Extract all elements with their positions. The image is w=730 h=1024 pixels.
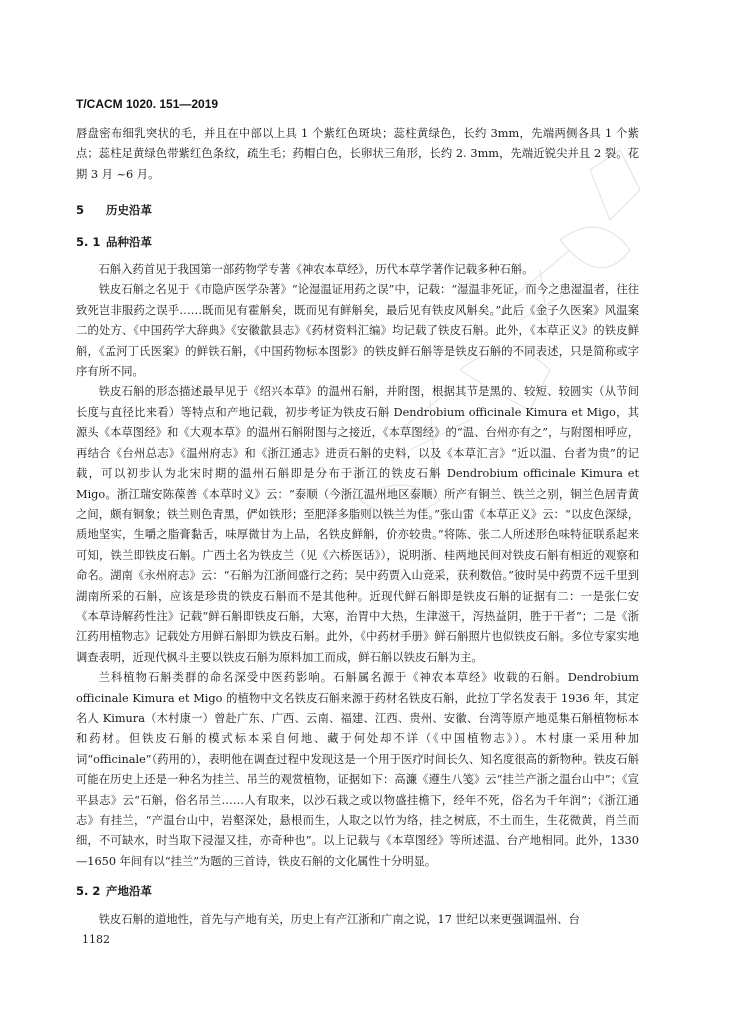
intro-paragraph: 唇盘密布细乳突状的毛，并且在中部以上具 1 个紫红色斑块；蕊柱黄绿色，长约 3mm，先端两侧各具 1 个紫点；蕊柱足黄绿色带紫红色条纹，疏生毛；药帽白色，长卵状三角形，长约 2. 3mm，先端近锐尖并且 2 裂。花期 3 月 ~6 月。 xyxy=(76,127,639,181)
standard-id: T/CACM 1020. 151—2019 xyxy=(76,97,219,111)
page-number: 1182 xyxy=(82,933,110,946)
section-5-2-heading xyxy=(76,881,639,901)
section-5-heading xyxy=(76,200,639,220)
section-5-2-number: 5. 2 xyxy=(76,884,101,899)
section-5-number: 5 xyxy=(76,203,85,218)
section-5-1-number: 5. 1 xyxy=(76,234,101,249)
paragraph-5: 铁皮石斛的道地性，首先与产地有关，历史上有产江浙和广南之说，17 世纪以来更强调温州、台 xyxy=(98,912,580,926)
paragraph-4: 兰科植物石斛类群的命名深受中医药影响。石斛属名源于《神农本草经》收载的石斛。Dendrobium officinale Kimura et Migo 的植物中文名铁皮石斛来源于药材名铁皮石斛，此拉丁学名发表于 1936 年，其定名人 Kimura（木村康一）曾赴广东、广西、云南、福建、江西、贵州、安徽、台湾等原产地觅集石斛植物标本和药材。但铁皮石斛的模式标本采自何地、藏于何处却不详（《中国植物志》）。木村康一采用种加词“officinale”（药用的），表明他在调查过程中发现这是一个用于医疗时间长久、知名度很高的新物种。铁皮石斛可能在历史上还是一种名为挂兰、吊兰的观赏植物，证据如下：高濂《遵生八笺》云“挂兰产浙之温台山中”；《宣平县志》云“石斛，俗名吊兰……人有取来，以沙石栽之或以物盛挂檐下，经年不死，俗名为千年润”；《浙江通志》有挂兰，“产温台山中，岩壑深处，悬根而生，人取之以竹为络，挂之树底，不土而生，生花微黄，肖兰而细，不可缺水，时当取下浸湿又挂，亦奇种也”。以上记载与《本草图经》等所述温、台产地相同。此外，1330—1650 年间有以“挂兰”为题的三首诗，铁皮石斛的文化属性十分明显。 xyxy=(76,671,639,868)
document-body xyxy=(76,124,639,930)
paragraph-3: 铁皮石斛的形态描述最早见于《绍兴本草》的温州石斛，并附图，根据其节是黑的、较短、较圆实（从节间长度与直径比来看）等特点和产地记载，初步考证为铁皮石斛 Dendrobium officinale Kimura et Migo，其源头《本草图经》和《大观本草》的温州石斛附图与之接近，《本草图经》的“温、台州亦有之”，与附图相呼应，再结合《台州总志》《温州府志》和《浙江通志》进贡石斛的史料，以及《本草汇言》“近以温、台者为贵”的记载，可以初步认为北宋时期的温州石斛即是分布于浙江的铁皮石斛 Dendrobium officinale Kimura et Migo。浙江瑞安陈葆善《本草时义》云：“泰顺（今浙江温州地区泰顺）所产有铜兰、铁兰之别，铜兰色居青黄之间，颇有铜象；铁兰则色青黑，俨如铁形；至肥泽多脂则以铁兰为佳。”张山雷《本草正义》云：“以皮色深绿，质地坚实，生嚼之脂膏黏舌，味厚微甘为上品，名铁皮鲜斛，价亦较贵。”将陈、张二人所述形色味特征联系起来可知，铁兰即铁皮石斛。广西土名为铁皮兰（见《六桥医话》），说明浙、桂两地民间对铁皮石斛有相近的观察和命名。湖南《永州府志》云：“石斛为江浙间盛行之药；吴中药贾入山竞采，获利数倍。”彼时吴中药贾不远千里到湖南所采的石斛，应该是珍贵的铁皮石斛而不是其他种。近现代鲜石斛即是铁皮石斛的证据有二：一是张仁安《本草诗解药性注》记载“鲜石斛即铁皮石斛，大寒，治胃中大热，生津滋干，泻热益阴，胜于干者”；二是《浙江药用植物志》记载处方用鲜石斛即为铁皮石斛。此外，《中药材手册》鲜石斛照片也似铁皮石斛。多位专家实地调查表明，近现代枫斗主要以铁皮石斛为原料加工而成，鲜石斛以铁皮石斛为主。 xyxy=(76,385,639,664)
section-5-title: 历史沿革 xyxy=(106,203,152,218)
paragraph-2: 铁皮石斛之名见于《市隐庐医学杂著》“论湿温证用药之误”中，记载：“湿温非死证，而今之患湿温者，往往致死岂非服药之误乎……既而见有霍斛矣，既而见有鲜斛矣，最后见有铁皮风斛矣。”此后《金子久医案》风温案二的处方、《中国药学大辞典》《安徽歙县志》《药材资料汇编》均记载了铁皮石斛。此外，《本草正义》的铁皮鲜斛，《孟河丁氏医案》的鲜铁石斛，《中国药物标本图影》的铁皮鲜石斛等是铁皮石斛的不同表述，只是简称或字序有所不同。 xyxy=(76,283,639,379)
section-5-2-title: 产地沿革 xyxy=(106,884,152,899)
paragraph-1: 石斛入药首见于我国第一部药物学专著《神农本草经》，历代本草学著作记载多种石斛。 xyxy=(98,263,534,277)
section-5-1-heading xyxy=(76,232,639,252)
section-5-1-title: 品种沿革 xyxy=(106,234,152,249)
